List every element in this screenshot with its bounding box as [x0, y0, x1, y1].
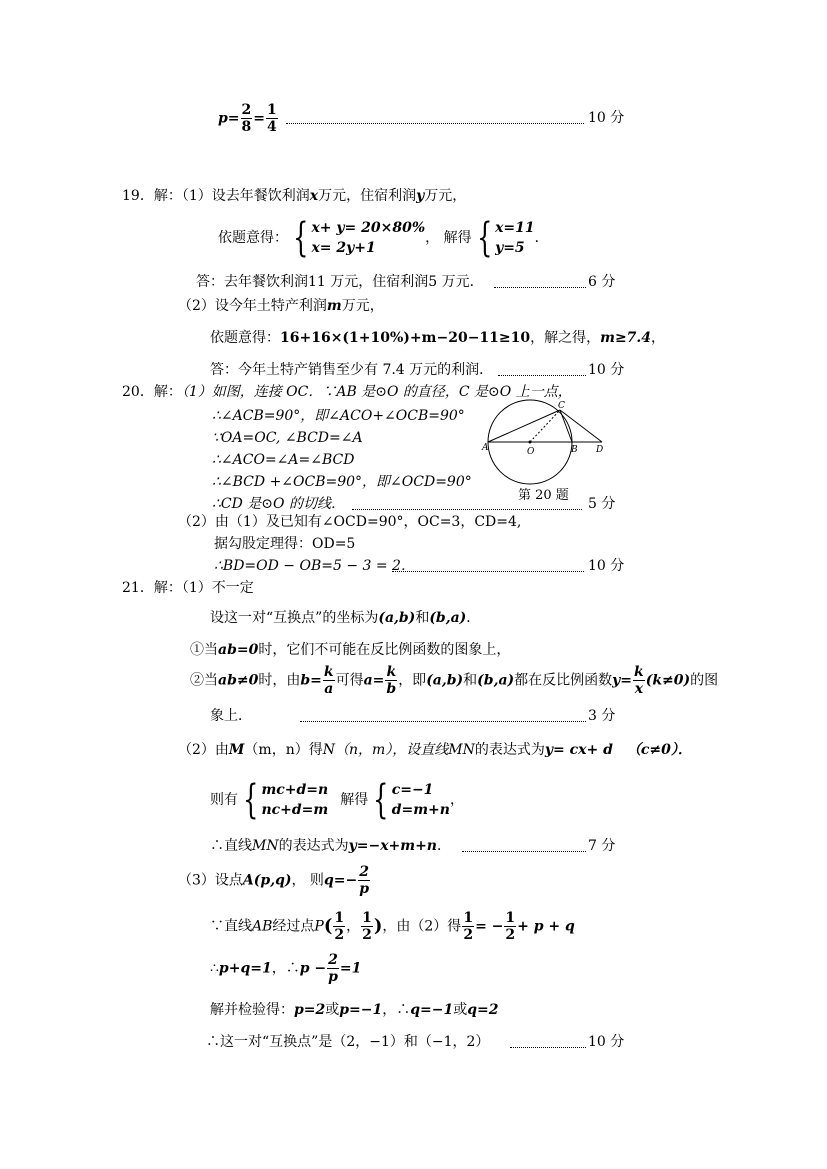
result: p=2: [294, 1002, 326, 1018]
label-o: O: [527, 447, 535, 457]
question-label: 20．解：: [122, 384, 182, 400]
point-ab: (a,b): [378, 610, 416, 626]
equation: + p + q: [517, 918, 575, 935]
text: 和: [415, 610, 430, 626]
score-leader: [286, 108, 584, 128]
point-a: A(p,q): [242, 872, 292, 889]
text: （3）设点: [178, 872, 243, 889]
fraction-2-p: [358, 864, 370, 897]
result: p=−1: [339, 1002, 383, 1018]
denominator: p: [359, 881, 369, 897]
center-point: [529, 441, 532, 444]
var-m: m: [326, 298, 342, 314]
numerator: k: [634, 664, 644, 680]
left-brace: {: [476, 215, 492, 261]
radius-oc: [530, 410, 560, 442]
score: 3 分: [588, 708, 616, 724]
text: 万元，: [424, 188, 467, 204]
text: 和: [463, 672, 478, 689]
denominator: 8: [241, 119, 252, 135]
q20-line7: （2）由（1）及已知有∠OCD=90°，OC=3，CD=4,: [178, 514, 522, 530]
text: 设这一对“互换点”的坐标为: [210, 610, 379, 626]
equation: c=−1: [391, 782, 434, 798]
fraction-half: [504, 910, 516, 943]
q21-line1: [122, 578, 254, 598]
q21-line11: [210, 952, 361, 985]
text: 可得: [335, 672, 364, 689]
numerator: 2: [328, 952, 338, 968]
text: ， 则: [291, 872, 324, 889]
text: 万元，: [341, 298, 384, 314]
numerator: 1: [334, 910, 345, 926]
text: 时，它们不可能在反比例函数的图象上，: [258, 642, 511, 658]
equation: nc+d=m: [261, 802, 329, 818]
text: ， 解得: [425, 230, 472, 246]
score: 6 分: [588, 274, 616, 290]
var-y: y: [416, 188, 425, 204]
q21-line2: [210, 608, 480, 628]
label-a: A: [482, 443, 489, 453]
equation: x+ y= 20×80%: [311, 220, 426, 236]
denominator: 2: [334, 927, 345, 943]
numerator: 2: [241, 102, 252, 118]
text: （m，n）得: [244, 742, 323, 758]
text: （1）不一定: [181, 580, 254, 596]
question-label: 19．解：: [122, 188, 182, 204]
denominator: 2: [463, 927, 474, 943]
point-ab: (a,b): [426, 672, 464, 689]
q20-line9: ∴BD=OD − OB=5 − 3 = 2．: [214, 558, 415, 574]
equation: x= 2y+1: [311, 240, 376, 256]
line-name: MN: [252, 838, 279, 854]
equals: =: [253, 110, 266, 127]
equation: p+q=1: [218, 960, 272, 977]
line-equation: y= cx+ d: [544, 742, 613, 758]
q19-system: [218, 215, 549, 261]
text: ，由（2）得: [382, 918, 462, 935]
score: 7 分: [588, 838, 616, 854]
denominator: 4: [267, 119, 277, 135]
left-brace: {: [243, 777, 259, 823]
q20-line2: ∴∠ACB=90°，即∠ACO+∠OCB=90°: [212, 408, 465, 424]
text: （2）由: [178, 742, 229, 758]
text: （1）设去年餐饮利润: [181, 188, 310, 204]
equation: y=: [612, 672, 633, 689]
q20-line4: ∴∠ACO=∠A=∠BCD: [212, 452, 355, 468]
equals: =: [227, 110, 240, 127]
var-p: p: [218, 110, 228, 127]
q20-line5: ∴∠BCD +∠OCB=90°，即∠OCD=90°: [212, 474, 472, 490]
text: ．: [437, 838, 451, 854]
q21-line5: 象上．: [210, 708, 252, 724]
numerator: 1: [463, 910, 474, 926]
numerator: 1: [505, 910, 516, 926]
score: 10 分: [588, 1034, 625, 1050]
point-ba: (b,a): [429, 610, 467, 626]
figure-caption: 第 20 题: [518, 488, 569, 503]
condition: ab=0: [218, 642, 259, 658]
text: 的表达式为: [474, 742, 545, 758]
text: 依题意得：: [210, 330, 280, 346]
condition: ab≠0: [218, 672, 259, 689]
text: 或: [325, 1002, 340, 1018]
equation: p −: [299, 960, 327, 977]
label-d: D: [596, 445, 604, 455]
equation: x=11: [495, 220, 535, 236]
numerator: 1: [362, 910, 372, 926]
equation: a=: [363, 672, 385, 689]
text: ∴: [210, 960, 219, 977]
text: 解并检验得：: [210, 1002, 294, 1018]
fraction-1-4: [266, 102, 278, 135]
denominator: a: [324, 681, 334, 697]
score: 10 分: [588, 362, 625, 378]
text: （2）设今年土特产利润: [178, 298, 327, 314]
point-ba: (b,a): [477, 672, 515, 689]
text: N（n，m），设直线: [322, 742, 449, 758]
line-name: AB: [252, 918, 273, 935]
line-name: MN: [448, 742, 475, 758]
q21-line10: ∵直线AB经过点P( $\frac{1}{2}$ ， $\frac{1}{2}$ )，由（2）得 $\frac{1}{2}$ = − $\frac{1}{2}$ + p + q: [210, 910, 575, 943]
text: ①当: [190, 642, 218, 658]
denominator: 2: [362, 927, 372, 943]
q20-figure: [478, 398, 610, 498]
text: 或: [453, 1002, 468, 1018]
fraction-2-p: [327, 952, 339, 985]
numerator: 2: [359, 864, 369, 880]
p-equation: [218, 102, 279, 135]
text: ，: [449, 792, 464, 808]
text: 时，由: [258, 672, 301, 689]
text: 的图: [690, 672, 719, 689]
inequality: 16+16×(1+10%)+m−20−11≥10: [280, 330, 531, 346]
text: ∵直线: [210, 918, 252, 935]
denominator: b: [386, 681, 397, 697]
question-label: 21．解：: [122, 580, 182, 596]
text: ．: [534, 230, 549, 246]
text: ，∴: [382, 1002, 411, 1018]
score: 5 分: [588, 496, 616, 512]
result: m≥7.4: [600, 330, 652, 346]
score-leader: [510, 1032, 586, 1052]
q21-line9: [178, 864, 371, 897]
q21-line12: [210, 1000, 499, 1020]
fraction-half: [333, 910, 345, 943]
denominator: 2: [505, 927, 516, 943]
text: ，: [651, 330, 666, 346]
fraction-k-x: [633, 664, 645, 697]
q19-line5: [210, 328, 665, 348]
score-leader: [462, 836, 586, 856]
score-leader: [494, 272, 586, 292]
q19-answer2: 答：今年土特产销售至少有 7.4 万元的利润．: [210, 362, 494, 378]
chord-ac: [488, 410, 560, 442]
result: q=−1: [410, 1002, 454, 1018]
result: q=2: [467, 1002, 499, 1018]
left-brace: {: [293, 215, 309, 261]
q21-line7: [210, 777, 464, 823]
text: ，即: [398, 672, 427, 689]
text: 解得: [340, 792, 369, 808]
text: 万元，住宿利润: [318, 188, 417, 204]
numerator: k: [386, 664, 397, 680]
fraction-half: [462, 910, 474, 943]
left-brace: {: [373, 777, 389, 823]
var-x: x: [309, 188, 319, 204]
q21-line8: [210, 836, 451, 856]
equation: = −: [475, 918, 504, 935]
q19-answer1: 答：去年餐饮利润11 万元，住宿利润5 万元．: [196, 274, 484, 290]
label-c: C: [558, 401, 565, 411]
text: 依题意得：: [218, 230, 288, 246]
text: 的表达式为: [278, 838, 349, 854]
condition: (k≠0): [645, 672, 691, 689]
q21-line13: ∴这一对“互换点”是（2，−1）和（−1，2）: [206, 1034, 490, 1050]
equation: q=−: [323, 872, 358, 889]
point-m: M: [228, 742, 245, 758]
score-leader: [300, 706, 586, 726]
numerator: k: [323, 664, 334, 680]
fraction-k-a: [323, 664, 335, 697]
q20-line3: ∵OA=OC, ∠BCD=∠A: [212, 430, 363, 446]
text: ．: [466, 610, 481, 626]
q19-line4: [178, 296, 384, 316]
q20-line6: ∴CD 是⊙O 的切线．: [212, 496, 345, 512]
line-equation: y=−x+m+n: [348, 838, 437, 854]
text: ，∴: [271, 960, 300, 977]
equation: mc+d=n: [261, 782, 329, 798]
text: ②当: [190, 672, 218, 689]
q21-line3: [190, 640, 510, 660]
equation-system: [261, 780, 328, 820]
denominator: p: [328, 969, 338, 985]
equation-system: [311, 218, 425, 258]
score-leader: [498, 360, 586, 380]
equation: y=5: [495, 240, 525, 256]
fraction-k-b: [385, 664, 397, 697]
point-p: P: [314, 918, 324, 935]
text: ，解之得，: [530, 330, 601, 346]
numerator: 1: [267, 102, 277, 118]
fraction-2-8: [241, 102, 253, 135]
solution-system: [495, 218, 535, 258]
fraction-half: [361, 910, 373, 943]
equation: b=: [300, 672, 322, 689]
q21-line4: [190, 664, 718, 697]
q21-line6: [178, 740, 692, 760]
score: 10 分: [588, 558, 625, 574]
q20-line8: 据勾股定理得：OD=5: [214, 536, 356, 552]
text: 都在反比例函数: [514, 672, 613, 689]
label-b: B: [571, 445, 578, 455]
equation: d=m+n: [391, 802, 450, 818]
solution-system: [392, 780, 450, 820]
condition: （c≠0）．: [626, 742, 692, 758]
text: 经过点: [272, 918, 315, 935]
score-leader: [392, 556, 584, 576]
text: ∴直线: [210, 838, 252, 854]
text: 则有: [210, 792, 238, 808]
denominator: x: [634, 681, 644, 697]
score: 10 分: [588, 110, 625, 126]
text: （1）如图，连接 OC．∵AB 是⊙O 的直径，C 是⊙O 上一点，: [181, 384, 572, 400]
q19-line1: [122, 186, 466, 206]
equation: =1: [339, 960, 362, 977]
